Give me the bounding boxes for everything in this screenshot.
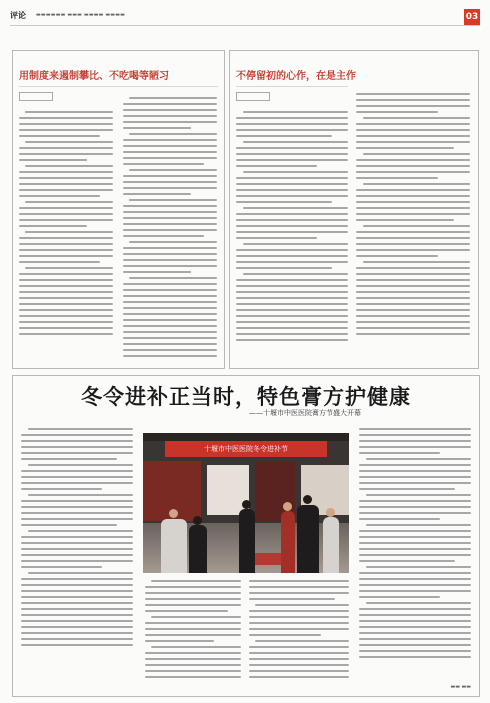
text-line <box>123 205 217 207</box>
text-line <box>236 237 317 239</box>
text-line <box>123 337 217 339</box>
text-line <box>236 165 317 167</box>
text-line <box>359 518 440 520</box>
title-divider <box>19 86 218 87</box>
text-line <box>236 315 348 317</box>
text-line <box>359 650 471 652</box>
text-line <box>243 273 348 275</box>
text-line <box>145 640 214 642</box>
text-line <box>249 658 349 660</box>
text-line <box>359 626 471 628</box>
text-line <box>19 279 113 281</box>
text-line <box>356 243 470 245</box>
text-line <box>249 592 349 594</box>
text-line <box>19 237 113 239</box>
text-line <box>356 207 470 209</box>
text-line <box>129 133 217 135</box>
text-line <box>129 97 217 99</box>
text-line <box>356 255 438 257</box>
text-line <box>151 646 241 648</box>
text-line <box>359 638 471 640</box>
text-line <box>236 255 348 257</box>
text-line <box>25 141 113 143</box>
text-line <box>21 488 102 490</box>
text-line <box>19 303 113 305</box>
text-line <box>123 115 217 117</box>
editorial-left <box>12 50 225 369</box>
text-line <box>21 506 133 508</box>
text-line <box>236 159 348 161</box>
text-line <box>356 321 470 323</box>
text-line <box>123 217 217 219</box>
text-line <box>21 638 133 640</box>
text-line <box>145 586 241 588</box>
text-line <box>236 261 348 263</box>
text-line <box>19 195 100 197</box>
text-line <box>28 464 133 466</box>
text-line <box>21 596 133 598</box>
text-line <box>21 482 133 484</box>
text-line <box>356 309 470 311</box>
text-line <box>123 265 217 267</box>
text-line <box>21 620 133 622</box>
text-line <box>123 325 217 327</box>
text-line <box>21 548 133 550</box>
text-line <box>21 608 133 610</box>
section-label: 评论 <box>10 11 26 20</box>
text-line <box>366 566 471 568</box>
text-line <box>21 518 133 520</box>
text-line <box>21 470 133 472</box>
text-line <box>356 165 470 167</box>
text-line <box>236 321 348 323</box>
text-line <box>28 428 133 430</box>
feature-subhead: ——十堰市中医医院膏方节盛大开幕 <box>249 409 361 417</box>
text-line <box>249 646 349 648</box>
text-line <box>19 309 113 311</box>
text-line <box>123 289 217 291</box>
text-line <box>123 145 217 147</box>
text-line <box>249 586 349 588</box>
text-line <box>356 315 470 317</box>
text-line <box>19 219 113 221</box>
text-line <box>236 309 348 311</box>
editorial-right-column-2 <box>356 93 470 361</box>
text-line <box>123 127 191 129</box>
text-line <box>123 301 217 303</box>
text-line <box>356 279 470 281</box>
text-line <box>249 670 349 672</box>
text-line <box>359 596 440 598</box>
text-line <box>249 580 349 582</box>
text-line <box>123 211 217 213</box>
text-line <box>145 634 241 636</box>
text-line <box>359 644 471 646</box>
photo-banner: 十堰市中医医院冬令进补节 <box>165 441 327 457</box>
feature-column-3 <box>249 580 349 684</box>
text-line <box>359 590 471 592</box>
text-line <box>236 291 348 293</box>
text-line <box>359 500 471 502</box>
text-line <box>236 189 348 191</box>
text-line <box>19 255 113 257</box>
text-line <box>21 452 133 454</box>
text-line <box>19 171 113 173</box>
text-line <box>123 283 217 285</box>
text-line <box>19 333 113 335</box>
text-line <box>123 121 217 123</box>
text-line <box>21 476 133 478</box>
text-line <box>19 147 113 149</box>
text-line <box>359 614 471 616</box>
text-line <box>19 225 87 227</box>
text-line <box>19 297 113 299</box>
text-line <box>21 500 133 502</box>
text-line <box>359 440 471 442</box>
text-line <box>19 321 113 323</box>
text-line <box>145 604 241 606</box>
text-line <box>356 159 470 161</box>
title-divider <box>236 86 348 87</box>
text-line <box>236 225 348 227</box>
text-line <box>236 303 348 305</box>
text-line <box>123 235 204 237</box>
text-line <box>249 664 349 666</box>
text-line <box>363 261 470 263</box>
text-line <box>21 536 133 538</box>
text-line <box>356 171 470 173</box>
text-line <box>21 644 133 646</box>
text-line <box>19 315 113 317</box>
byline-badge <box>236 92 270 101</box>
author-signature: ▬▬ ▬▬ <box>450 684 471 690</box>
text-line <box>359 560 455 562</box>
text-line <box>123 271 191 273</box>
text-line <box>21 578 133 580</box>
text-line <box>356 135 470 137</box>
text-line <box>19 261 100 263</box>
text-line <box>236 129 348 131</box>
text-line <box>243 111 348 113</box>
text-line <box>359 578 471 580</box>
text-line <box>356 327 470 329</box>
editorial-right-column-1 <box>236 111 348 361</box>
text-line <box>21 626 133 628</box>
text-line <box>28 572 133 574</box>
text-line <box>21 542 133 544</box>
text-line <box>359 428 471 430</box>
text-line <box>366 602 471 604</box>
text-line <box>249 598 335 600</box>
text-line <box>19 189 113 191</box>
text-line <box>249 652 349 654</box>
text-line <box>151 616 241 618</box>
text-line <box>236 195 348 197</box>
text-line <box>366 524 471 526</box>
feature-photo <box>143 433 349 573</box>
text-line <box>123 259 217 261</box>
text-line <box>359 470 471 472</box>
text-line <box>151 580 241 582</box>
text-line <box>356 219 454 221</box>
text-line <box>236 201 332 203</box>
text-line <box>359 482 471 484</box>
text-line <box>356 147 454 149</box>
text-line <box>356 267 470 269</box>
text-line <box>359 536 471 538</box>
text-line <box>123 349 217 351</box>
text-line <box>359 554 471 556</box>
text-line <box>359 542 471 544</box>
text-line <box>19 249 113 251</box>
text-line <box>249 622 349 624</box>
text-line <box>363 183 470 185</box>
text-line <box>123 157 217 159</box>
text-line <box>19 129 113 131</box>
text-line <box>359 608 471 610</box>
text-line <box>123 139 217 141</box>
text-line <box>123 181 217 183</box>
text-line <box>236 177 348 179</box>
text-line <box>359 512 471 514</box>
text-line <box>25 165 113 167</box>
text-line <box>356 141 470 143</box>
text-line <box>249 610 349 612</box>
text-line <box>356 177 438 179</box>
text-line <box>356 237 470 239</box>
text-line <box>25 231 113 233</box>
text-line <box>145 658 241 660</box>
text-line <box>236 147 348 149</box>
text-line <box>359 434 471 436</box>
editorial-right <box>229 50 479 369</box>
text-line <box>145 664 241 666</box>
text-line <box>236 297 348 299</box>
text-line <box>356 303 470 305</box>
text-line <box>236 117 348 119</box>
text-line <box>359 464 471 466</box>
text-line <box>21 566 102 568</box>
text-line <box>236 153 348 155</box>
text-line <box>359 584 471 586</box>
text-line <box>356 195 470 197</box>
text-line <box>123 187 217 189</box>
text-line <box>145 628 241 630</box>
text-line <box>19 135 100 137</box>
text-line <box>145 652 241 654</box>
text-line <box>129 241 217 243</box>
masthead <box>10 9 480 26</box>
text-line <box>236 327 348 329</box>
text-line <box>21 554 133 556</box>
text-line <box>236 339 348 341</box>
text-line <box>123 223 217 225</box>
feature-column-1 <box>21 428 133 683</box>
text-line <box>236 183 348 185</box>
text-line <box>359 530 471 532</box>
text-line <box>363 225 470 227</box>
text-line <box>249 634 321 636</box>
text-line <box>123 103 217 105</box>
text-line <box>21 632 133 634</box>
text-line <box>356 297 470 299</box>
editorial-left-column-2 <box>123 97 217 361</box>
text-line <box>21 614 133 616</box>
feature-column-2 <box>145 580 241 684</box>
text-line <box>356 333 470 335</box>
text-line <box>236 333 348 335</box>
text-line <box>356 93 470 95</box>
text-line <box>236 213 348 215</box>
text-line <box>123 175 217 177</box>
text-line <box>236 267 332 269</box>
text-line <box>123 151 217 153</box>
text-line <box>359 452 440 454</box>
text-line <box>19 327 113 329</box>
text-line <box>356 213 470 215</box>
text-line <box>21 584 133 586</box>
text-line <box>359 476 471 478</box>
text-line <box>243 243 348 245</box>
text-line <box>243 207 348 209</box>
text-line <box>249 676 349 678</box>
text-line <box>356 285 470 287</box>
text-line <box>243 141 348 143</box>
text-line <box>19 177 113 179</box>
text-line <box>21 458 117 460</box>
text-line <box>19 183 113 185</box>
text-line <box>19 159 87 161</box>
text-line <box>359 656 471 658</box>
text-line <box>145 598 241 600</box>
text-line <box>28 494 133 496</box>
text-line <box>123 295 217 297</box>
text-line <box>236 279 348 281</box>
text-line <box>255 604 349 606</box>
text-line <box>359 572 471 574</box>
text-line <box>363 153 470 155</box>
text-line <box>356 105 470 107</box>
text-line <box>145 610 228 612</box>
text-line <box>359 506 471 508</box>
text-line <box>123 331 217 333</box>
text-line <box>123 193 191 195</box>
text-line <box>129 169 217 171</box>
text-line <box>19 213 113 215</box>
text-line <box>21 602 133 604</box>
text-line <box>366 458 471 460</box>
text-line <box>19 207 113 209</box>
text-line <box>21 512 133 514</box>
feature-article <box>12 375 480 697</box>
text-line <box>21 440 133 442</box>
feature-column-4 <box>359 428 471 683</box>
text-line <box>363 117 470 119</box>
text-line <box>249 628 349 630</box>
text-line <box>236 219 348 221</box>
text-line <box>366 494 471 496</box>
text-line <box>19 243 113 245</box>
editorial-right-title: 不停留初的心作，在是主作 <box>236 71 356 82</box>
text-line <box>123 319 217 321</box>
text-line <box>123 109 217 111</box>
text-line <box>145 676 241 678</box>
text-line <box>359 632 471 634</box>
text-line <box>356 273 470 275</box>
text-line <box>19 273 113 275</box>
text-line <box>21 560 133 562</box>
text-line <box>123 163 204 165</box>
text-line <box>255 640 349 642</box>
text-line <box>21 434 133 436</box>
text-line <box>356 123 470 125</box>
text-line <box>25 201 113 203</box>
text-line <box>356 99 470 101</box>
text-line <box>359 446 471 448</box>
text-line <box>249 616 349 618</box>
feature-headline: 冬令进补正当时，特色膏方护健康 <box>81 384 411 409</box>
text-line <box>28 530 133 532</box>
text-line <box>123 307 217 309</box>
text-line <box>236 135 332 137</box>
text-line <box>123 343 217 345</box>
text-line <box>123 313 217 315</box>
text-line <box>356 291 470 293</box>
text-line <box>25 111 113 113</box>
text-line <box>21 524 117 526</box>
text-line <box>25 267 113 269</box>
text-line <box>123 253 217 255</box>
masthead-meta: ▬▬▬▬▬▬ ▬▬▬ ▬▬▬▬ ▬▬▬▬ <box>36 12 126 18</box>
text-line <box>356 249 470 251</box>
text-line <box>123 229 217 231</box>
text-line <box>356 129 470 131</box>
text-line <box>123 247 217 249</box>
text-line <box>129 199 217 201</box>
text-line <box>356 201 470 203</box>
text-line <box>359 620 471 622</box>
editorial-left-column-1 <box>19 111 113 361</box>
text-line <box>21 446 133 448</box>
text-line <box>19 291 113 293</box>
text-line <box>19 123 113 125</box>
text-line <box>236 231 348 233</box>
text-line <box>236 123 348 125</box>
text-line <box>356 111 438 113</box>
text-line <box>19 285 113 287</box>
text-line <box>236 249 348 251</box>
text-line <box>359 548 471 550</box>
text-line <box>19 117 113 119</box>
text-line <box>236 285 348 287</box>
text-line <box>359 488 455 490</box>
text-line <box>19 153 113 155</box>
text-line <box>356 231 470 233</box>
text-line <box>145 592 241 594</box>
page-number: 03 <box>464 9 480 25</box>
editorial-left-title: 用制度来遏制攀比、不吃喝等陋习 <box>19 71 169 82</box>
text-line <box>145 670 241 672</box>
text-line <box>129 277 217 279</box>
text-line <box>123 355 217 357</box>
text-line <box>21 590 133 592</box>
byline-badge <box>19 92 53 101</box>
text-line <box>356 189 470 191</box>
text-line <box>145 622 241 624</box>
text-line <box>243 171 348 173</box>
